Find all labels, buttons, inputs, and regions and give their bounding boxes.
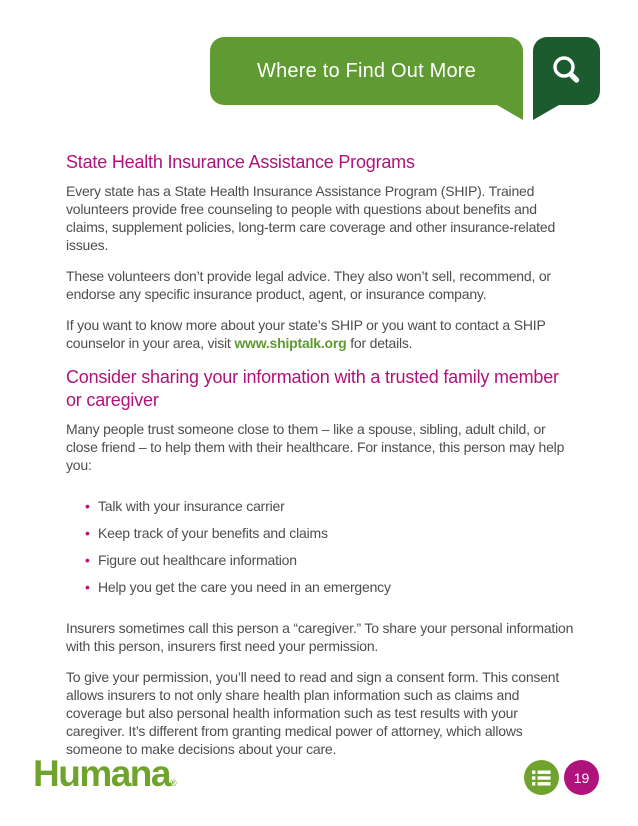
list-item-figure: • Figure out healthcare information <box>85 551 578 569</box>
paragraph-ship-link <box>66 316 578 352</box>
page-title: Where to Find Out More <box>257 59 476 82</box>
paragraph-caregiver-term: Insurers sometimes call this person a “caregiver.” To share your personal information with this person, insurers first need your permission. <box>66 620 574 654</box>
section-heading-caregiver: Consider sharing your information with a trusted family member or caregiver <box>66 367 559 410</box>
humana-logo <box>33 753 177 795</box>
list-icon <box>532 770 551 786</box>
text-run-before-link: If you want to know more about your state’s SHIP or you want to contact a SHIP counselor in your area, visit <box>66 317 546 351</box>
text-run-after-link: for details. <box>346 335 413 351</box>
paragraph-caregiver-intro: Many people trust someone close to them – like a spouse, sibling, adult child, or close friend – to help them with their healthcare. For instance, this person may help you: <box>66 421 565 473</box>
humana-wordmark: Humana <box>33 753 170 794</box>
paragraph-consent-form: To give your permission, you’ll need to read and sign a consent form. This consent allows insurers to not only share health plan information such as claims and coverage but also personal health information such as test results with your caregiver. It’s different from granting medical power of attorney, which allows someone to make decisions about your care. <box>66 669 560 757</box>
header-banner <box>210 37 523 105</box>
search-icon <box>549 53 585 89</box>
section-heading-ship: State Health Insurance Assistance Programs <box>66 152 415 172</box>
bullet-list <box>85 497 578 596</box>
list-item-talk: • Talk with your insurance carrier <box>85 497 578 515</box>
page-number-badge <box>564 760 599 795</box>
page-number: 19 <box>573 769 590 786</box>
paragraph-ship-intro: Every state has a State Health Insurance Assistance Program (SHIP). Trained volunteers provide free counseling to people with questions about benefits and claims, supplement policies, long-term care coverage and other insurance-related issues. <box>66 183 556 253</box>
list-item-track: • Keep track of your benefits and claims <box>85 524 578 542</box>
page-content <box>66 151 578 771</box>
toc-button[interactable] <box>524 760 559 795</box>
search-bubble <box>533 37 600 105</box>
list-item-emergency: • Help you get the care you need in an emergency <box>85 578 578 596</box>
paragraph-ship-legal: These volunteers don’t provide legal advice. They also won’t sell, recommend, or endorse any specific insurance product, agent, or insurance company. <box>66 268 551 302</box>
registered-trademark: ® <box>169 778 177 788</box>
shiptalk-link[interactable]: www.shiptalk.org <box>234 335 347 351</box>
